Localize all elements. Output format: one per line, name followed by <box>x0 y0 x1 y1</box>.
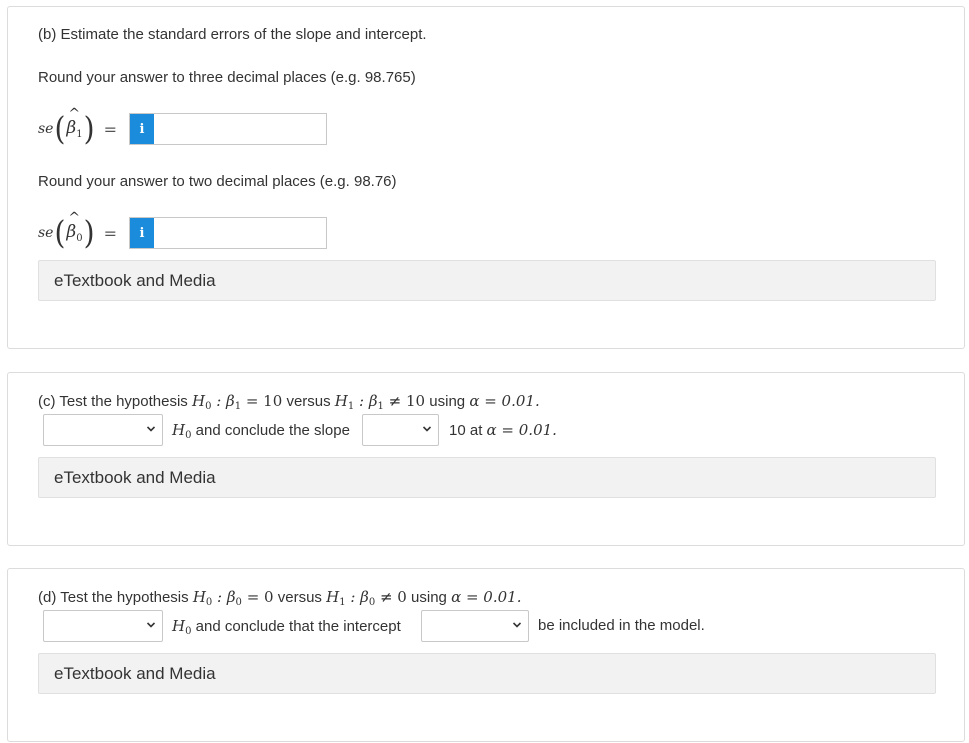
etextbook-media-button[interactable]: eTextbook and Media <box>38 653 936 694</box>
se-label: se <box>38 121 54 137</box>
info-icon[interactable]: i <box>130 114 154 144</box>
left-paren: ( <box>54 213 66 252</box>
decision-select[interactable] <box>43 414 163 446</box>
right-paren: ) <box>83 109 95 148</box>
intercept-se-field <box>129 217 327 249</box>
question-card-b <box>7 6 965 349</box>
left-paren: ( <box>54 109 66 148</box>
comparison-select[interactable] <box>362 414 439 446</box>
slope-se-row <box>38 106 327 148</box>
chevron-down-icon <box>147 425 155 433</box>
beta-zero-hat: ^ $\beta_0$ <box>66 210 83 244</box>
beta-one-hat: ^ $\beta_1$ <box>66 106 83 140</box>
info-icon[interactable]: i <box>130 218 154 248</box>
comparison-tail-text: 10 at α = 0.01. <box>449 421 557 439</box>
round-three-instruction: Round your answer to three decimal places (e.g. 98.765) <box>38 69 416 86</box>
question-card-d <box>7 568 965 742</box>
inclusion-select[interactable] <box>421 610 529 642</box>
question-card-c <box>7 372 965 546</box>
slope-se-input[interactable] <box>154 114 326 144</box>
inclusion-tail-text: be included in the model. <box>538 617 705 634</box>
part-c-prompt: (c) Test the hypothesis $H_0$ : $\beta_1 = 10$ versus $H_1$ : $\beta_1 \ne 10$ using α = 0.01. <box>38 392 540 412</box>
chevron-down-icon <box>423 425 431 433</box>
part-d-prompt: (d) Test the hypothesis $H_0$ : $\beta_0 = 0$ versus $H_1$ : $\beta_0 \ne 0$ using α = 0.01. <box>38 588 522 608</box>
se-label: se <box>38 225 54 241</box>
intercept-se-input[interactable] <box>154 218 326 248</box>
part-b-prompt: (b) Estimate the standard errors of the slope and intercept. <box>38 26 427 43</box>
decision-select[interactable] <box>43 610 163 642</box>
chevron-down-icon <box>147 621 155 629</box>
etextbook-media-button[interactable]: eTextbook and Media <box>38 260 936 301</box>
etextbook-media-button[interactable]: eTextbook and Media <box>38 457 936 498</box>
chevron-down-icon <box>513 621 521 629</box>
right-paren: ) <box>83 213 95 252</box>
intercept-se-row <box>38 210 327 252</box>
conclude-intercept-text: $H_0$ and conclude that the intercept <box>172 617 401 637</box>
round-two-instruction: Round your answer to two decimal places (e.g. 98.76) <box>38 173 397 190</box>
equals-sign: = <box>103 223 117 243</box>
slope-se-field <box>129 113 327 145</box>
conclude-slope-text: $H_0$ and conclude the slope <box>172 421 350 441</box>
equals-sign: = <box>103 119 117 139</box>
